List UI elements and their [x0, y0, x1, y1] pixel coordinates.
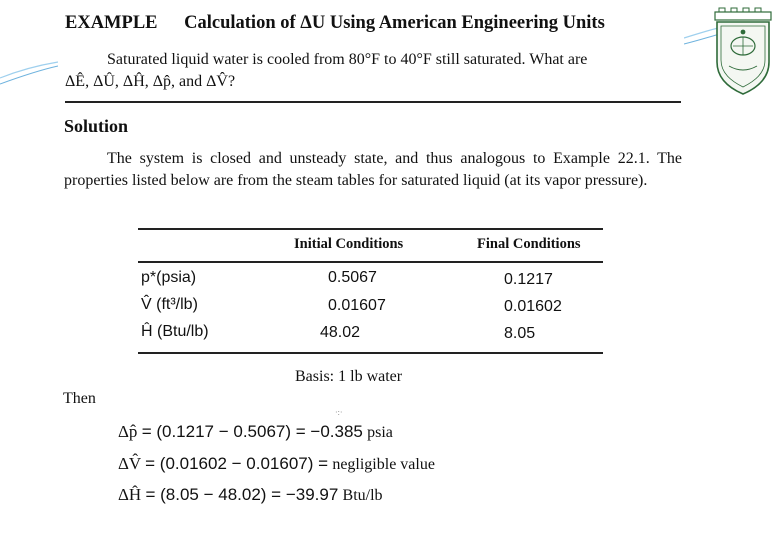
- question-line-2: ΔÊ, ΔÛ, ΔĤ, Δp̂, and ΔV̂?: [65, 73, 236, 90]
- equation-lhs: Δp̂: [118, 422, 138, 441]
- equation-delta-h: [118, 485, 383, 505]
- table-cell-initial: 48.02: [320, 324, 361, 341]
- basis-note: Basis: 1 lb water: [295, 368, 403, 385]
- example-heading: Calculation of ΔU Using American Engineering Units: [184, 13, 605, 33]
- equation-unit: psia: [367, 424, 393, 441]
- table-cell-final: 0.1217: [504, 271, 553, 288]
- equation-expression: = (0.01602 − 0.01607) =: [145, 454, 329, 473]
- question-line-1: Saturated liquid water is cooled from 80°F to 40°F still saturated. What are: [107, 51, 588, 68]
- table-top-rule: [138, 228, 603, 230]
- equation-lhs: ΔV̂: [118, 454, 141, 473]
- equation-expression: = (0.1217 − 0.5067) = −0.385: [141, 422, 363, 441]
- example-title: [65, 13, 605, 34]
- equation-lhs: ΔĤ: [118, 485, 142, 504]
- solution-paragraph: The system is closed and unsteady state, and thus analogous to Example 22.1. The properties listed below are from the steam tables for saturated liquid (at its vapor pressure).: [64, 150, 682, 189]
- university-crest-logo: [711, 6, 775, 96]
- equation-expression: = (8.05 − 48.02) = −39.97: [145, 485, 339, 504]
- equation-unit: Btu/lb: [342, 487, 383, 504]
- table-cell-final: 8.05: [504, 325, 536, 342]
- solution-heading: Solution: [64, 116, 129, 136]
- then-label: Then: [63, 390, 96, 407]
- table-bottom-rule: [138, 352, 603, 354]
- table-cell-initial: 0.01607: [328, 297, 386, 314]
- equation-unit: negligible value: [332, 456, 435, 473]
- example-label: EXAMPLE: [65, 13, 158, 33]
- table-row-label: p*(psia): [141, 269, 197, 286]
- table-cell-initial: 0.5067: [328, 269, 377, 286]
- section-divider: [65, 101, 681, 103]
- table-header-initial: Initial Conditions: [294, 236, 404, 252]
- equation-delta-v: [118, 454, 435, 474]
- table-row-label: V̂ (ft³/lb): [141, 296, 198, 313]
- table-header-final: Final Conditions: [477, 236, 581, 252]
- table-cell-final: 0.01602: [504, 298, 562, 315]
- table-row-label: Ĥ (Btu/lb): [141, 323, 209, 340]
- scan-speck: ·:·: [335, 408, 343, 417]
- textbook-page: [58, 10, 684, 516]
- table-header-rule: [138, 261, 603, 263]
- equation-delta-p: [118, 422, 393, 442]
